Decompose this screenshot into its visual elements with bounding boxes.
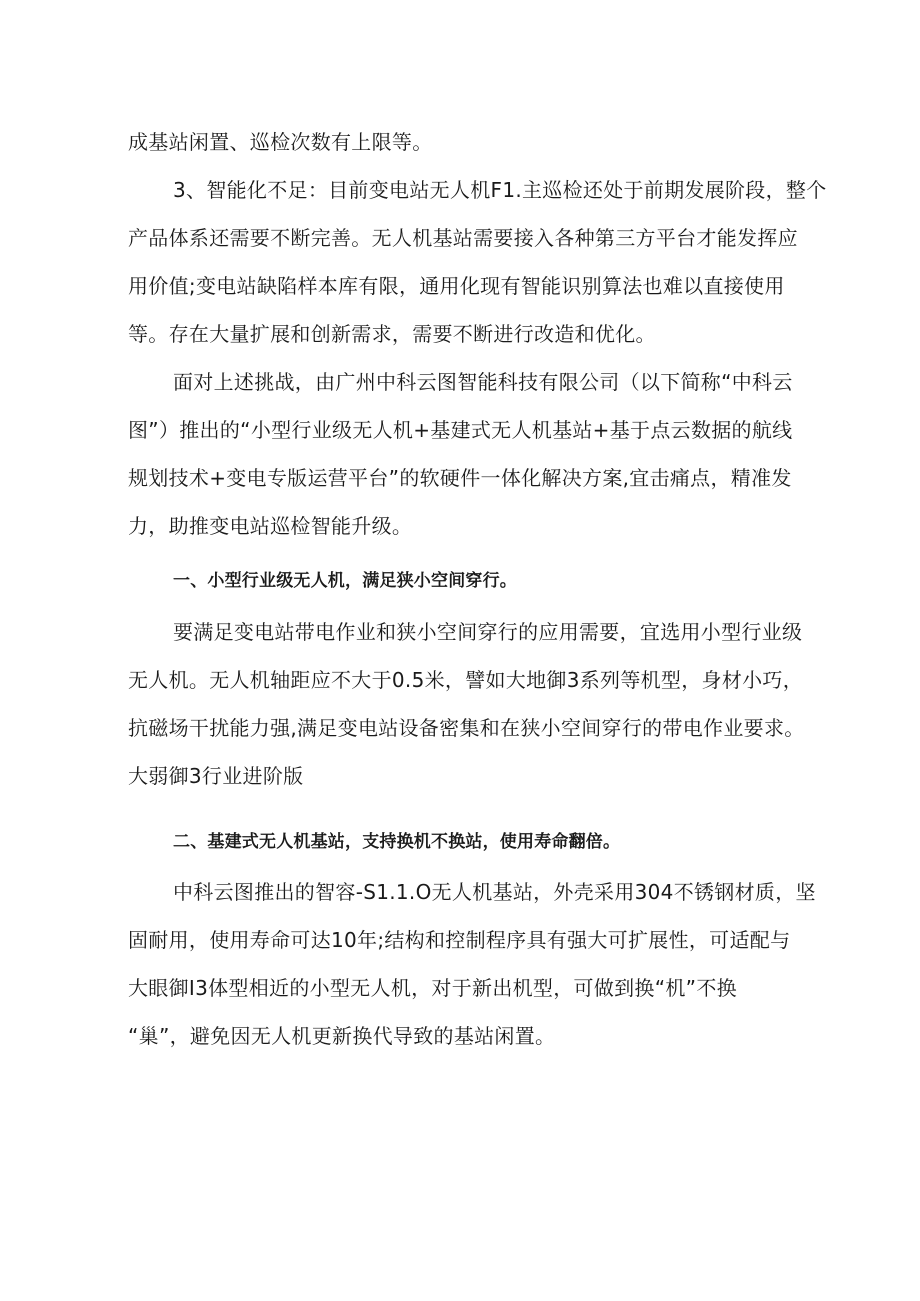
paragraph-line: 面对上述挑战，由广州中科云图智能科技有限公司（以下简称“中科云	[173, 370, 793, 394]
paragraph-line: “巢”，避免因无人机更新换代导致的基站闲置。	[128, 1024, 556, 1048]
paragraph-line: 大眼御I3体型相近的小型无人机，对于新出机型，可做到换“机”不换	[128, 976, 737, 1000]
paragraph-line: 3、智能化不足：目前变电站无人机F1.主巡检还处于前期发展阶段，整个	[173, 178, 827, 202]
paragraph-line: 无人机。无人机轴距应不大于0.5米，譬如大地御3系列等机型，身材小巧，	[128, 668, 804, 692]
section-heading: 一、小型行业级无人机，满足狭小空间穿行。	[173, 571, 517, 591]
paragraph-line: 大弱御3行业进阶版	[128, 764, 304, 788]
paragraph-line: 图”）推出的“小型行业级无人机+基建式无人机基站+基于点云数据的航线	[128, 418, 793, 442]
paragraph-line: 力，助推变电站巡检智能升级。	[128, 514, 413, 538]
paragraph-line: 固耐用，使用寿命可达10年;结构和控制程序具有强大可扩展性，可适配与	[128, 928, 791, 952]
paragraph-line: 等。存在大量扩展和创新需求，需要不断进行改造和优化。	[128, 322, 656, 346]
paragraph-line: 用价值;变电站缺陷样本库有限，通用化现有智能识别算法也难以直接使用	[128, 274, 785, 298]
paragraph-line: 规划技术+变电专版运营平台”的软硬件一体化解决方案,宜击痛点，精准发	[128, 466, 792, 490]
paragraph-line: 抗磁场干扰能力强,满足变电站设备密集和在狭小空间穿行的带电作业要求。	[128, 716, 805, 740]
section-heading: 二、基建式无人机基站，支持换机不换站，使用寿命翻倍。	[173, 832, 621, 852]
paragraph-line: 产品体系还需要不断完善。无人机基站需要接入各种第三方平台才能发挥应	[128, 226, 798, 250]
paragraph-line: 要满足变电站带电作业和狭小空间穿行的应用需要，宜选用小型行业级	[173, 620, 803, 644]
paragraph-line: 成基站闲置、巡检次数有上限等。	[128, 130, 433, 154]
paragraph-line: 中科云图推出的智容-S1.1.O无人机基站，外壳采用304不锈钢材质，坚	[173, 880, 816, 904]
